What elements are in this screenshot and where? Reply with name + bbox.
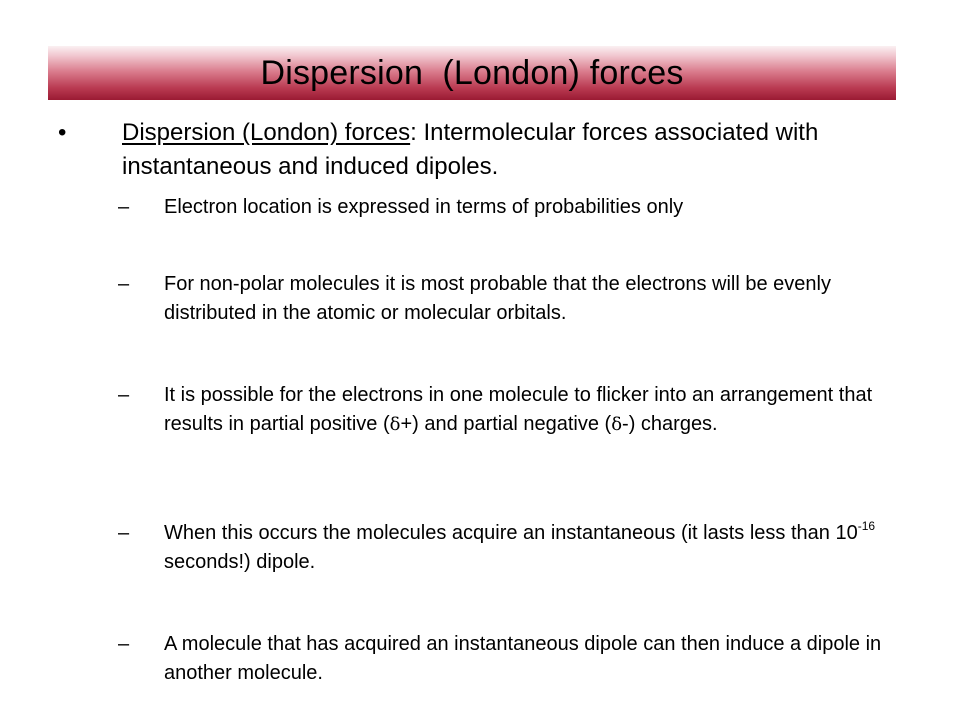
delta-symbol: δ <box>611 414 623 435</box>
sub-item-text <box>164 381 904 439</box>
sub-item-text <box>164 519 904 577</box>
defined-term: Dispersion (London) forces <box>122 119 411 146</box>
main-bullet <box>58 116 918 184</box>
sub-item-dash: – <box>118 196 130 218</box>
title-bar <box>48 46 896 100</box>
sub-item-probabilities <box>118 193 918 222</box>
sub-item-dash: – <box>118 384 130 406</box>
exponent: -16 <box>857 519 876 533</box>
sub-item-dash: – <box>118 273 130 295</box>
sub-item-dash: – <box>118 522 130 544</box>
flicker-text-part2: +) and partial negative ( <box>400 413 612 435</box>
sub-item-text: For non-polar molecules it is most probable that the electrons will be evenly distributed in the atomic or molecular orbitals. <box>164 273 831 324</box>
delta-symbol: δ <box>389 414 401 435</box>
flicker-text-part3: -) charges. <box>622 413 718 435</box>
sub-item-instantaneous <box>118 519 918 577</box>
sub-item-text: A molecule that has acquired an instantaneous dipole can then induce a dipole in another molecule. <box>164 633 882 684</box>
bullet-marker: • <box>58 119 67 146</box>
sub-item-nonpolar <box>118 270 918 328</box>
instantaneous-text-part1: When this occurs the molecules acquire an instantaneous (it lasts less than 10 <box>164 522 858 544</box>
sub-item-text: Electron location is expressed in terms of probabilities only <box>164 196 684 218</box>
slide-title: Dispersion (London) forces <box>260 53 684 92</box>
sub-item-dash: – <box>118 633 130 655</box>
flicker-text-part1: It is possible for the electrons in one molecule to flicker into an arrangement that results in partial positive ( <box>164 384 873 435</box>
instantaneous-text-part2: seconds!) dipole. <box>164 551 316 573</box>
bullet-text <box>122 116 902 184</box>
sub-item-induce <box>118 630 918 688</box>
sub-item-flicker <box>118 381 918 439</box>
term-definition: : Intermolecular forces associated with instantaneous and induced dipoles. <box>122 119 819 180</box>
